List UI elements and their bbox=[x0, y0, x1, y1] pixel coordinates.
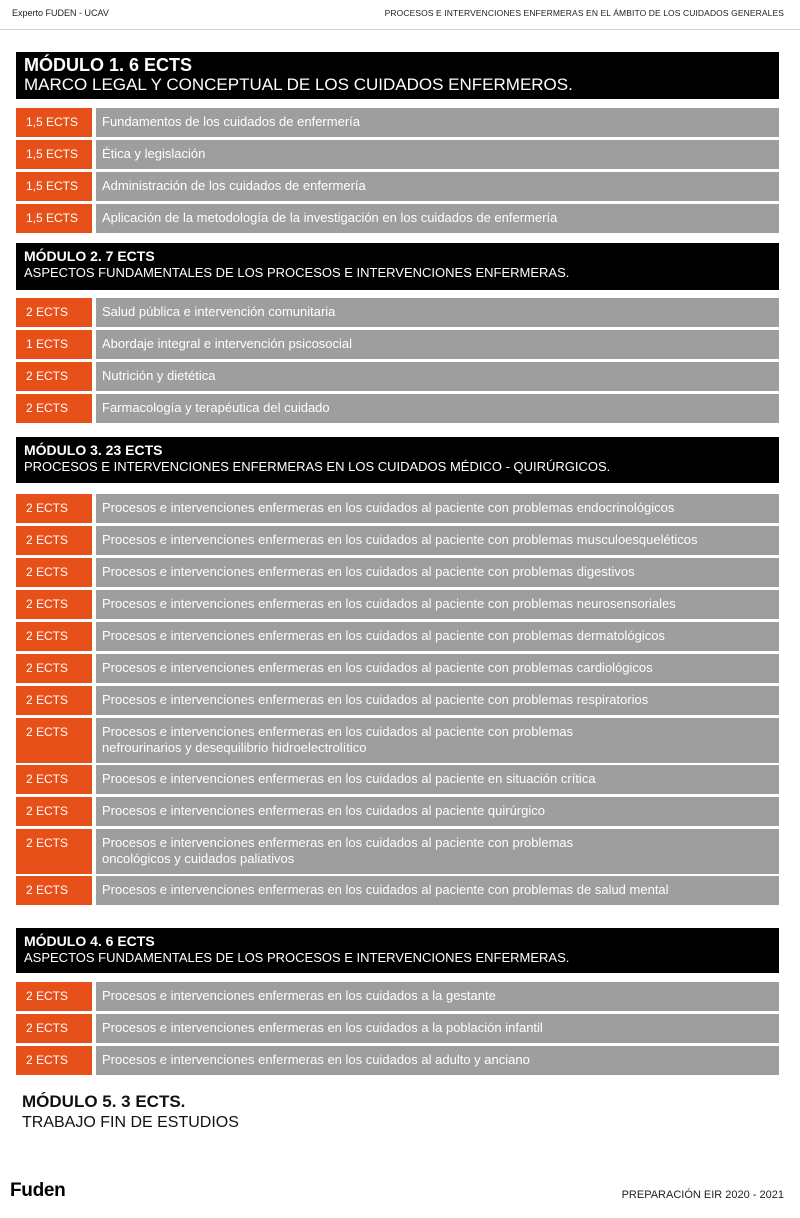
course-name-line: Procesos e intervenciones enfermeras en los cuidados al paciente con problemas bbox=[102, 724, 574, 739]
course-name-line: nefrourinarios y desequilibrio hidroelectrolítico bbox=[102, 740, 367, 755]
ects-badge: 2 ECTS bbox=[16, 590, 92, 619]
course-name: Abordaje integral e intervención psicosocial bbox=[96, 330, 779, 359]
course-name: Procesos e intervenciones enfermeras en los cuidados a la población infantil bbox=[96, 1014, 779, 1043]
course-name: Procesos e intervenciones enfermeras en los cuidados al paciente en situación crítica bbox=[96, 765, 779, 794]
module-title: MÓDULO 2. 7 ECTS bbox=[24, 248, 155, 264]
course-name: Salud pública e intervención comunitaria bbox=[96, 298, 779, 327]
course-name: Procesos e intervenciones enfermeras en los cuidados al adulto y anciano bbox=[96, 1046, 779, 1075]
course-name: Ética y legislación bbox=[96, 140, 779, 169]
module-4-header bbox=[16, 928, 779, 973]
ects-badge: 2 ECTS bbox=[16, 1046, 92, 1075]
course-row bbox=[16, 686, 779, 715]
course-row bbox=[16, 330, 779, 359]
course-row bbox=[16, 172, 779, 201]
footer-edition-text: PREPARACIÓN EIR 2020 - 2021 bbox=[621, 1189, 784, 1201]
course-name: Procesos e intervenciones enfermeras en los cuidados al paciente con problemas de salud mental bbox=[96, 876, 779, 905]
course-name bbox=[96, 718, 779, 763]
ects-badge: 2 ECTS bbox=[16, 1014, 92, 1043]
ects-badge: 2 ECTS bbox=[16, 494, 92, 523]
course-row bbox=[16, 298, 779, 327]
course-row bbox=[16, 622, 779, 651]
header-right-text: PROCESOS E INTERVENCIONES ENFERMERAS EN EL ÁMBITO DE LOS CUIDADOS GENERALES bbox=[384, 8, 784, 18]
ects-badge: 1,5 ECTS bbox=[16, 140, 92, 169]
course-row bbox=[16, 718, 779, 763]
course-name: Procesos e intervenciones enfermeras en los cuidados al paciente con problemas musculoesqueléticos bbox=[96, 526, 779, 555]
module-1-header bbox=[16, 52, 779, 99]
course-row bbox=[16, 654, 779, 683]
course-name: Procesos e intervenciones enfermeras en los cuidados al paciente con problemas respiratorios bbox=[96, 686, 779, 715]
ects-badge: 1,5 ECTS bbox=[16, 108, 92, 137]
module-subtitle: PROCESOS E INTERVENCIONES ENFERMERAS EN LOS CUIDADOS MÉDICO - QUIRÚRGICOS. bbox=[24, 459, 611, 474]
module-5-subtitle: TRABAJO FIN DE ESTUDIOS bbox=[22, 1114, 239, 1131]
course-name: Procesos e intervenciones enfermeras en los cuidados a la gestante bbox=[96, 982, 779, 1011]
course-name: Procesos e intervenciones enfermeras en los cuidados al paciente con problemas cardiológicos bbox=[96, 654, 779, 683]
course-row bbox=[16, 590, 779, 619]
ects-badge: 2 ECTS bbox=[16, 686, 92, 715]
course-name: Procesos e intervenciones enfermeras en los cuidados al paciente con problemas neurosensoriales bbox=[96, 590, 779, 619]
course-name: Procesos e intervenciones enfermeras en los cuidados al paciente quirúrgico bbox=[96, 797, 779, 826]
module-subtitle: MARCO LEGAL Y CONCEPTUAL DE LOS CUIDADOS ENFERMEROS. bbox=[24, 75, 573, 94]
course-row bbox=[16, 494, 779, 523]
course-name: Procesos e intervenciones enfermeras en los cuidados al paciente con problemas endocrinológicos bbox=[96, 494, 779, 523]
course-name-line: Procesos e intervenciones enfermeras en los cuidados al paciente con problemas bbox=[102, 835, 574, 850]
course-name-line: oncológicos y cuidados paliativos bbox=[102, 851, 295, 866]
ects-badge: 1,5 ECTS bbox=[16, 204, 92, 233]
module-subtitle: ASPECTOS FUNDAMENTALES DE LOS PROCESOS E INTERVENCIONES ENFERMERAS. bbox=[24, 265, 570, 280]
ects-badge: 1 ECTS bbox=[16, 330, 92, 359]
course-name: Procesos e intervenciones enfermeras en los cuidados al paciente con problemas dermatológicos bbox=[96, 622, 779, 651]
ects-badge: 2 ECTS bbox=[16, 718, 92, 763]
module-5-title: MÓDULO 5. 3 ECTS. bbox=[22, 1092, 186, 1111]
course-row bbox=[16, 140, 779, 169]
course-row bbox=[16, 362, 779, 391]
fuden-logo: Fuden bbox=[10, 1180, 66, 1201]
course-row bbox=[16, 982, 779, 1011]
course-row bbox=[16, 108, 779, 137]
ects-badge: 2 ECTS bbox=[16, 394, 92, 423]
ects-badge: 2 ECTS bbox=[16, 765, 92, 794]
module-subtitle: ASPECTOS FUNDAMENTALES DE LOS PROCESOS E INTERVENCIONES ENFERMERAS. bbox=[24, 950, 570, 965]
course-name: Procesos e intervenciones enfermeras en los cuidados al paciente con problemas digestivos bbox=[96, 558, 779, 587]
course-row bbox=[16, 765, 779, 794]
ects-badge: 2 ECTS bbox=[16, 622, 92, 651]
course-name: Aplicación de la metodología de la investigación en los cuidados de enfermería bbox=[96, 204, 779, 233]
course-name: Farmacología y terapéutica del cuidado bbox=[96, 394, 779, 423]
ects-badge: 2 ECTS bbox=[16, 558, 92, 587]
course-row bbox=[16, 876, 779, 905]
ects-badge: 2 ECTS bbox=[16, 797, 92, 826]
course-row bbox=[16, 394, 779, 423]
course-name: Fundamentos de los cuidados de enfermería bbox=[96, 108, 779, 137]
course-row bbox=[16, 204, 779, 233]
header-divider bbox=[0, 29, 800, 30]
course-row bbox=[16, 558, 779, 587]
module-title: MÓDULO 4. 6 ECTS bbox=[24, 933, 155, 949]
course-row bbox=[16, 829, 779, 874]
course-row bbox=[16, 797, 779, 826]
ects-badge: 2 ECTS bbox=[16, 526, 92, 555]
ects-badge: 2 ECTS bbox=[16, 298, 92, 327]
module-title: MÓDULO 3. 23 ECTS bbox=[24, 442, 163, 458]
ects-badge: 2 ECTS bbox=[16, 829, 92, 874]
ects-badge: 2 ECTS bbox=[16, 362, 92, 391]
ects-badge: 2 ECTS bbox=[16, 876, 92, 905]
ects-badge: 2 ECTS bbox=[16, 654, 92, 683]
module-3-header bbox=[16, 437, 779, 483]
ects-badge: 1,5 ECTS bbox=[16, 172, 92, 201]
course-row bbox=[16, 526, 779, 555]
ects-badge: 2 ECTS bbox=[16, 982, 92, 1011]
module-2-header bbox=[16, 243, 779, 290]
course-row bbox=[16, 1014, 779, 1043]
course-name: Administración de los cuidados de enfermería bbox=[96, 172, 779, 201]
header-left-text: Experto FUDEN - UCAV bbox=[12, 8, 109, 18]
course-row bbox=[16, 1046, 779, 1075]
course-name: Nutrición y dietética bbox=[96, 362, 779, 391]
module-title: MÓDULO 1. 6 ECTS bbox=[24, 55, 193, 75]
course-name bbox=[96, 829, 779, 874]
